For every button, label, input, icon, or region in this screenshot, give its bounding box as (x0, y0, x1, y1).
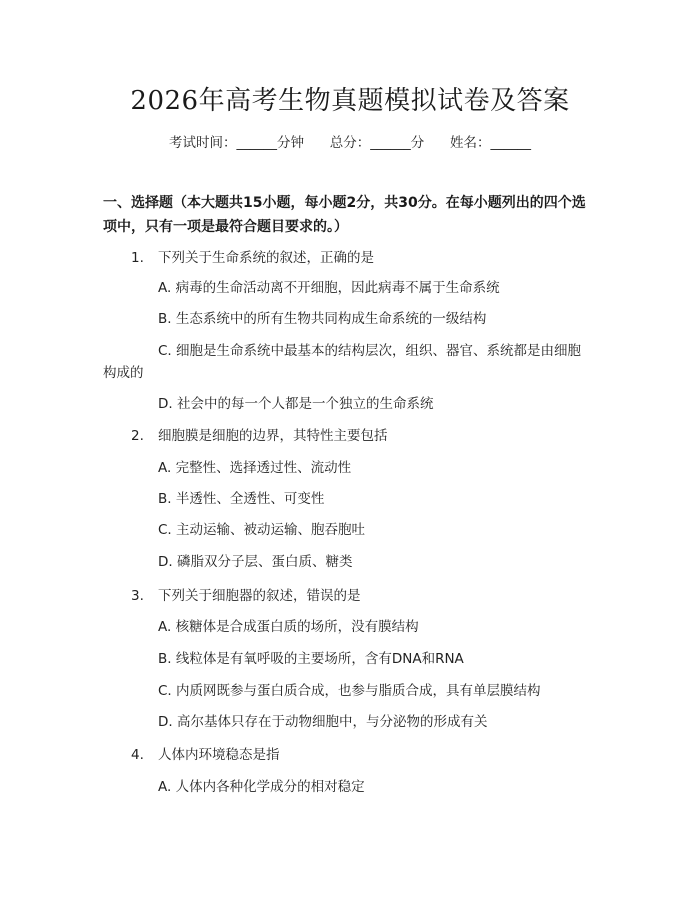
time-blank: ______ (236, 135, 277, 151)
option-d: D. 社会中的每一个人都是一个独立的生命系统 (158, 396, 434, 412)
score-blank: ______ (370, 135, 411, 151)
option-c: C. 细胞是生命系统中最基本的结构层次，组织、器官、系统都是由细胞 (158, 343, 582, 359)
time-label: 考试时间： (169, 135, 237, 151)
question-4 (131, 743, 280, 763)
option-c: C. 内质网既参与蛋白质合成，也参与脂质合成，具有单层膜结构 (158, 683, 541, 699)
option-c-continuation: 构成的 (103, 365, 144, 381)
question-2 (131, 424, 388, 444)
question-number: 2. (131, 428, 144, 444)
question-stem: 人体内环境稳态是指 (158, 747, 280, 763)
time-unit: 分钟 (277, 135, 304, 151)
exam-info-line (0, 131, 700, 151)
score-unit: 分 (410, 135, 425, 151)
option-a: A. 人体内各种化学成分的相对稳定 (158, 779, 365, 795)
section-heading: 一、选择题（本大题共15小题，每小题2分，共30分。在每小题列出的四个选项中，只有一项是最符合题目要求的。） (103, 195, 586, 235)
score-label: 总分： (329, 135, 371, 151)
question-1 (131, 246, 374, 266)
question-stem: 下列关于细胞器的叙述，错误的是 (158, 588, 361, 604)
option-a: A. 完整性、选择透过性、流动性 (158, 460, 352, 476)
option-a: A. 病毒的生命活动离不开细胞，因此病毒不属于生命系统 (158, 280, 500, 296)
name-blank: ______ (490, 135, 531, 151)
option-b: B. 半透性、全透性、可变性 (158, 491, 325, 507)
question-stem: 下列关于生命系统的叙述，正确的是 (158, 250, 374, 266)
option-b: B. 线粒体是有氧呼吸的主要场所，含有DNA和RNA (158, 651, 464, 667)
option-a: A. 核糖体是合成蛋白质的场所，没有膜结构 (158, 619, 419, 635)
name-label: 姓名： (450, 135, 491, 151)
option-d: D. 磷脂双分子层、蛋白质、糖类 (158, 554, 353, 570)
question-3 (131, 584, 361, 604)
page-title: 2026年高考生物真题模拟试卷及答案 (130, 86, 570, 116)
option-b: B. 生态系统中的所有生物共同构成生命系统的一级结构 (158, 311, 487, 327)
option-d: D. 高尔基体只存在于动物细胞中，与分泌物的形成有关 (158, 714, 488, 730)
option-c: C. 主动运输、被动运输、胞吞胞吐 (158, 522, 366, 538)
question-number: 3. (131, 588, 144, 604)
question-stem: 细胞膜是细胞的边界，其特性主要包括 (158, 428, 388, 444)
question-number: 4. (131, 747, 144, 763)
question-number: 1. (131, 250, 144, 266)
